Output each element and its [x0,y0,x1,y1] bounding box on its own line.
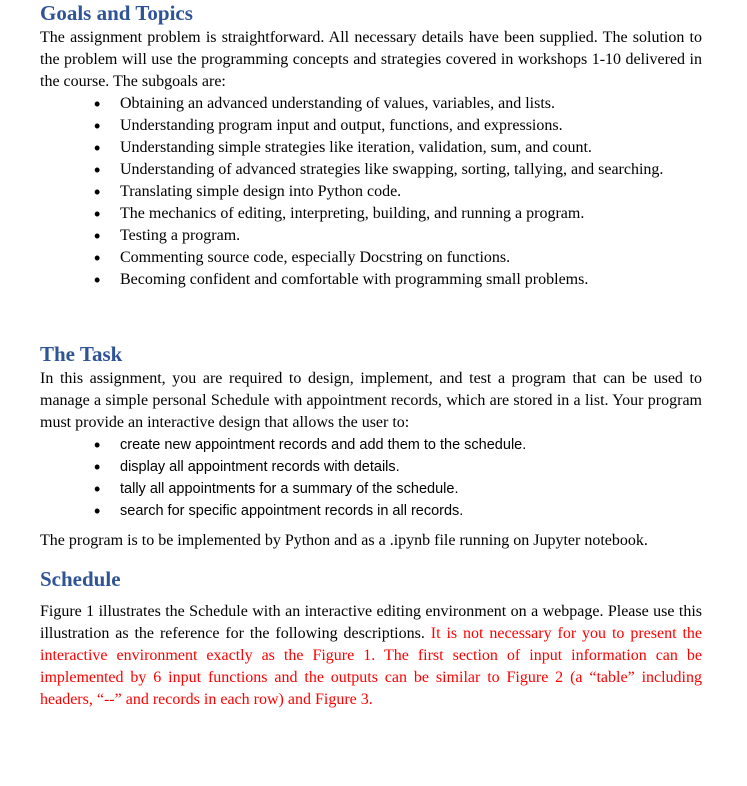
schedule-text: Figure 1 illustrates the Schedule with an interactive editing environment on a webpage. Please use this illustration as the reference for the following descriptions. [40,603,702,642]
task-section [40,341,702,552]
subgoals-list [40,93,702,291]
schedule-section [40,566,702,711]
requirements-list [40,434,702,522]
task-closing: The program is to be implemented by Python and as a .ipynb file running on Jupyter notebook. [40,532,648,549]
task-heading: The Task [40,342,123,366]
goals-section [40,0,702,291]
subgoal-list-item: • Commenting source code, especially Docstring on functions. [120,247,702,269]
subgoal-list-item: • Understanding of advanced strategies like swapping, sorting, tallying, and searching. [120,159,702,181]
schedule-note-red: It is not necessary for you to present the interactive environment exactly as the Figure 1. The first section of input information can be implemented by 6 input functions and the outputs can be similar to Figure 2 (a “table” including headers, “--” and records in each row) and Figure 3. [40,625,702,708]
subgoal-list-item: • Becoming confident and comfortable with programming small problems. [120,269,702,291]
subgoal-list-item: • Understanding simple strategies like iteration, validation, sum, and count. [120,137,702,159]
goals-intro: The assignment problem is straightforward. All necessary details have been supplied. The solution to the problem will use the programming concepts and strategies covered in workshops 1-10 delivered in the course. The subgoals are: [40,29,702,90]
document-page [40,0,702,711]
goals-heading: Goals and Topics [40,1,193,25]
requirement-list-item: • search for specific appointment records in all records. [120,500,702,522]
subgoal-list-item: • Testing a program. [120,225,702,247]
task-intro: In this assignment, you are required to design, implement, and test a program that can be used to manage a simple personal Schedule with appointment records, which are stored in a list. Your program must provide an interactive design that allows the user to: [40,370,702,431]
requirement-list-item: • display all appointment records with details. [120,456,702,478]
requirement-list-item: • create new appointment records and add them to the schedule. [120,434,702,456]
subgoal-list-item: • Obtaining an advanced understanding of values, variables, and lists. [120,93,702,115]
subgoal-list-item: • The mechanics of editing, interpreting, building, and running a program. [120,203,702,225]
requirement-list-item: • tally all appointments for a summary of the schedule. [120,478,702,500]
subgoal-list-item: • Translating simple design into Python code. [120,181,702,203]
subgoal-list-item: • Understanding program input and output, functions, and expressions. [120,115,702,137]
schedule-paragraph [40,601,702,711]
schedule-heading: Schedule [40,567,121,591]
